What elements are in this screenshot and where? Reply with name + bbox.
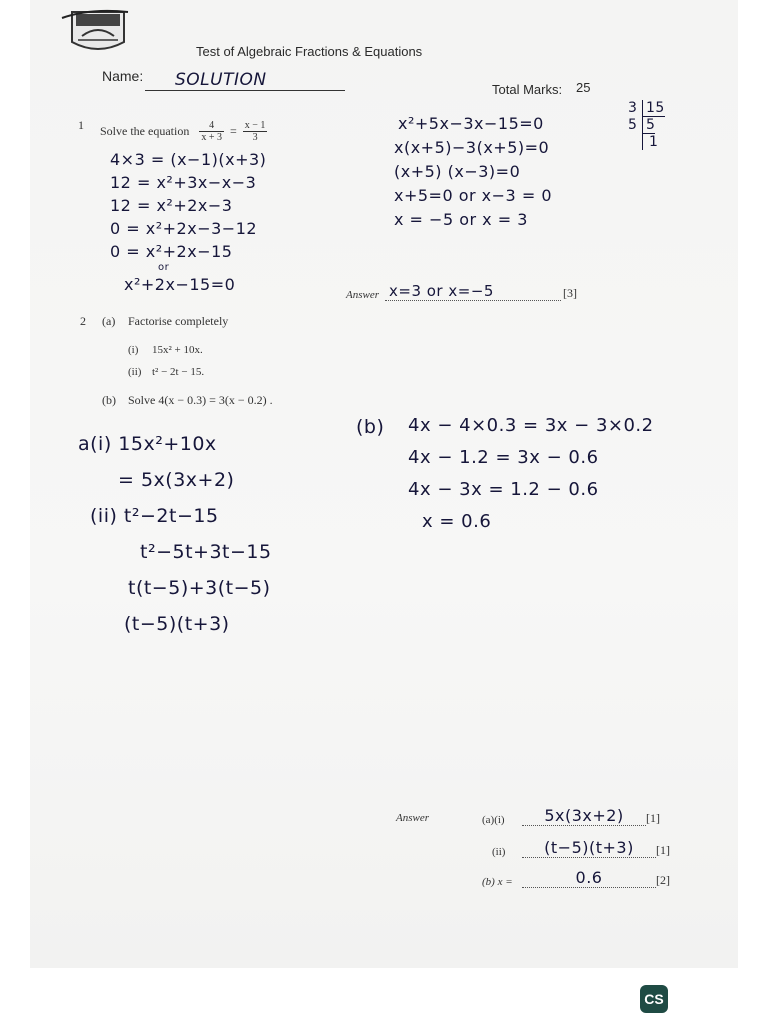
- q1-step: x(x+5)−3(x+5)=0: [394, 138, 550, 157]
- q2ai-expr: 15x² + 10x.: [152, 344, 203, 356]
- q1-step: 12 = x²+3x−x−3: [110, 173, 257, 192]
- q2-answer-aii: [492, 838, 670, 858]
- q1-answer-line: [346, 282, 577, 301]
- q2b-step: 4x − 1.2 = 3x − 0.6: [408, 447, 599, 468]
- q1-step: x²+2x−15=0: [124, 275, 236, 294]
- q2-answer-label: Answer: [396, 812, 429, 824]
- q2-answer-b: [482, 868, 670, 888]
- q1-working-left: [110, 148, 266, 296]
- q2-answer-aii-label: (ii): [492, 846, 506, 858]
- total-marks-value: 25: [576, 80, 591, 95]
- name-field: SOLUTION: [145, 70, 345, 91]
- q1-step: 0 = x²+2x−15: [110, 242, 233, 261]
- q2-answer-ai-value: 5x(3x+2): [522, 806, 646, 826]
- q1-step-or: or: [158, 262, 170, 273]
- q2b-step: 4x − 3x = 1.2 − 0.6: [408, 479, 599, 500]
- q2-answer-b-marks: [2]: [656, 873, 670, 887]
- q1-answer-value: x=3 or x=−5: [385, 282, 561, 301]
- q2-answer-ai-marks: [1]: [646, 811, 660, 825]
- q1-step: 0 = x²+2x−3−12: [110, 219, 258, 238]
- q2a-step: t²−5t+3t−15: [140, 541, 272, 563]
- q1-fraction-left: $\frac{4}{x + 3}$: [201, 120, 222, 143]
- q1-step: (x+5) (x−3)=0: [394, 162, 521, 181]
- test-paper: [30, 0, 738, 968]
- q2-answer-ai-label: (a)(i): [482, 814, 505, 826]
- q2b-label: (b): [102, 393, 116, 407]
- q2ai-label: (i): [128, 344, 139, 356]
- q1-marks: [3]: [563, 286, 577, 300]
- q2-answer-b-label: (b) x =: [482, 876, 513, 888]
- q2a-working: [78, 426, 272, 642]
- q2-answer-aii-marks: [1]: [656, 843, 670, 857]
- q2-answer-aii-value: (t−5)(t+3): [522, 838, 656, 858]
- q2-number: 2: [80, 314, 86, 328]
- q2b-work-label: (b): [356, 416, 385, 438]
- factor-table: 3 15 5 5 1: [628, 100, 665, 150]
- q2b-prompt: Solve 4(x − 0.3) = 3(x − 0.2) .: [128, 393, 273, 407]
- q2a-step: (t−5)(t+3): [124, 613, 230, 635]
- page-title: Test of Algebraic Fractions & Equations: [196, 44, 423, 59]
- total-marks-label: Total Marks:: [492, 82, 563, 97]
- q2aii-expr: t² − 2t − 15.: [152, 366, 205, 378]
- q2a-step: a(i) 15x²+10x: [78, 433, 217, 455]
- q1-working-right: [394, 112, 552, 232]
- q2b-step: x = 0.6: [422, 511, 492, 532]
- q2a-label: (a): [102, 314, 116, 328]
- q2b-step: 4x − 4×0.3 = 3x − 3×0.2: [408, 415, 654, 436]
- q2aii-label: (ii): [128, 366, 142, 378]
- q1-answer-label: Answer: [346, 289, 379, 301]
- q2b-working: [408, 410, 654, 538]
- logo-swoosh-icon: [60, 8, 130, 20]
- q1-number: 1: [78, 118, 84, 132]
- q1-fraction-right: $\frac{x - 1}{3}$: [244, 120, 266, 143]
- q1-step: 4×3 = (x−1)(x+3): [110, 150, 267, 169]
- q2a-prompt: Factorise completely: [128, 314, 229, 328]
- q2a-step: (ii) t²−2t−15: [90, 505, 219, 527]
- q1-prompt: Solve the equation $\frac{4}{x + 3}$ = $\frac{x - 1}{3}$: [100, 120, 266, 143]
- q1-step: x+5=0 or x−3 = 0: [394, 186, 552, 205]
- q2-answer-b-value: 0.6: [522, 868, 656, 888]
- q1-step: x²+5x−3x−15=0: [398, 114, 544, 133]
- q2-answer-ai: [482, 806, 660, 826]
- q2a-step: t(t−5)+3(t−5): [128, 577, 271, 599]
- q2a-step: = 5x(3x+2): [118, 469, 235, 491]
- q1-step: x = −5 or x = 3: [394, 210, 528, 229]
- q1-step: 12 = x²+2x−3: [110, 196, 233, 215]
- name-label: Name:: [102, 68, 144, 84]
- camscanner-badge-icon: CS: [640, 985, 668, 1013]
- q1-prompt-text: Solve the equation: [100, 124, 190, 138]
